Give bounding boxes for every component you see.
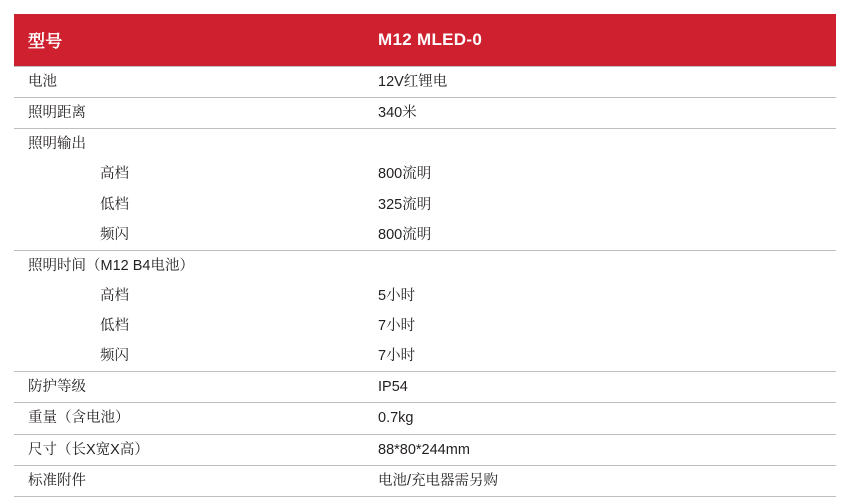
spec-label: 照明距离 — [14, 98, 368, 129]
spec-label: 防护等级 — [14, 372, 368, 403]
spec-value: 88*80*244mm — [368, 434, 836, 465]
spec-value: 5小时 — [378, 287, 416, 304]
header-label-model: 型号 — [28, 32, 63, 51]
table-row — [14, 98, 836, 129]
header-value-model: M12 MLED-0 — [378, 29, 483, 49]
spec-label: 高档 — [100, 287, 129, 304]
table-row — [14, 67, 836, 98]
table-row — [14, 190, 836, 220]
spec-label: 照明时间（M12 B4电池） — [28, 257, 194, 274]
spec-value: 电池/充电器需另购 — [368, 465, 836, 496]
table-header-row — [14, 14, 836, 67]
table-row — [14, 159, 836, 189]
spec-label: 高档 — [100, 166, 129, 183]
table-row — [14, 465, 836, 496]
spec-label: 尺寸（长X宽X高） — [14, 434, 368, 465]
table-row — [14, 311, 836, 341]
spec-value: IP54 — [368, 372, 836, 403]
spec-value: 800流明 — [368, 220, 836, 251]
spec-value — [368, 250, 836, 281]
spec-value: 800流明 — [378, 166, 432, 183]
table-header — [14, 14, 836, 67]
spec-label: 低档 — [100, 318, 129, 334]
spec-value: 340米 — [368, 98, 836, 129]
spec-value: 325流明 — [378, 196, 432, 213]
spec-value: 12V红锂电 — [368, 67, 836, 98]
table-row — [14, 341, 836, 372]
spec-label: 低档 — [100, 196, 129, 213]
table-body — [14, 67, 836, 497]
table-row — [14, 403, 836, 434]
spec-label: 频闪 — [14, 341, 368, 372]
table-row — [14, 372, 836, 403]
spec-value: 0.7kg — [368, 403, 836, 434]
spec-value — [368, 129, 836, 160]
spec-label: 标准附件 — [14, 465, 368, 496]
spec-label: 电池 — [14, 67, 368, 98]
spec-label: 重量（含电池） — [14, 403, 368, 434]
table-row — [14, 220, 836, 251]
table-row — [14, 281, 836, 311]
spec-value: 7小时 — [378, 318, 416, 334]
spec-value: 7小时 — [368, 341, 836, 372]
table-row — [14, 250, 836, 281]
spec-label: 频闪 — [14, 220, 368, 251]
specifications-table — [14, 14, 836, 497]
table-row — [14, 434, 836, 465]
spec-label: 照明输出 — [28, 136, 86, 153]
table-row — [14, 129, 836, 160]
